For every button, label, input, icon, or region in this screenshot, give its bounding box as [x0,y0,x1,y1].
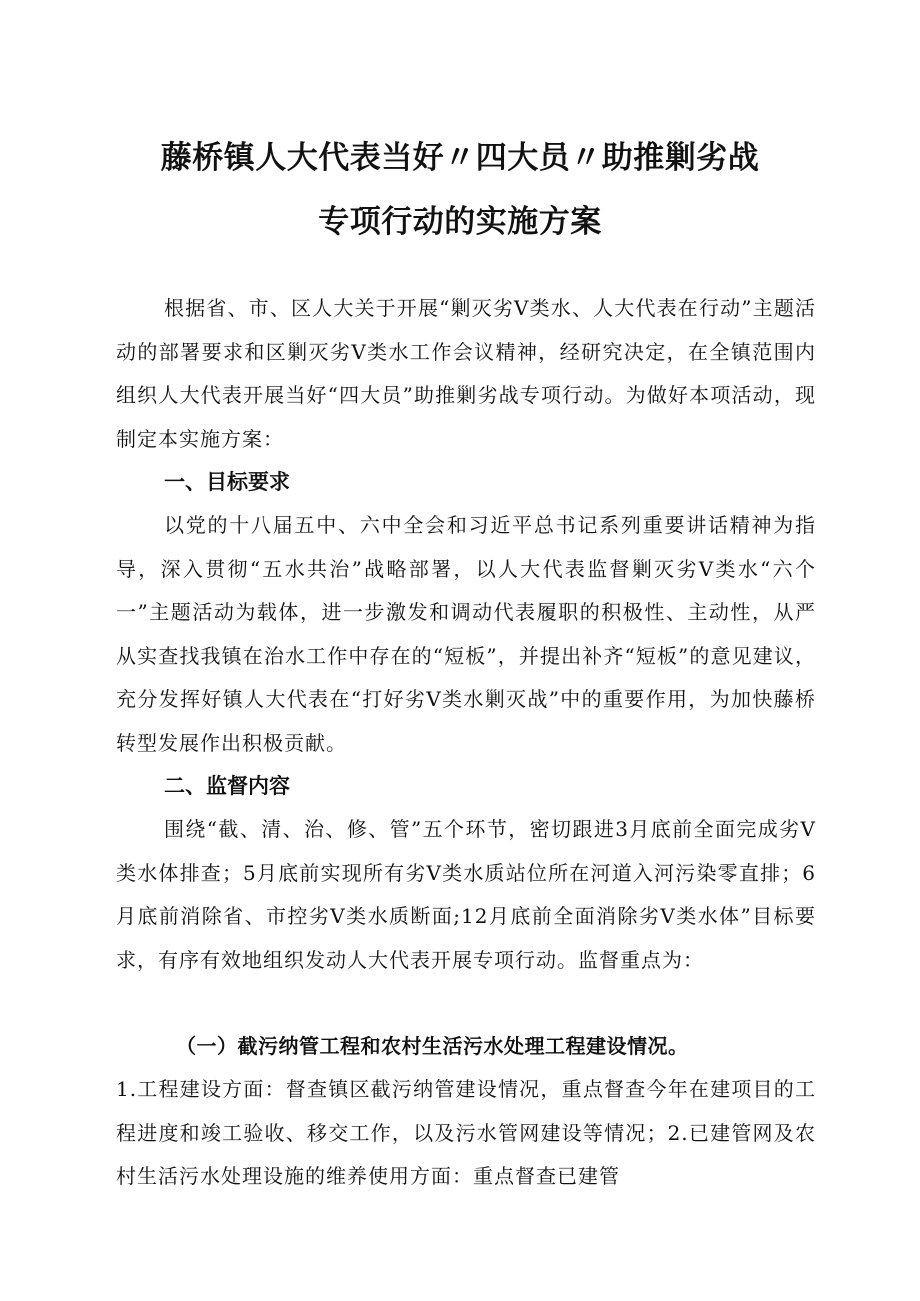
section-supervision-paragraph: 围绕“截、清、治、修、管”五个环节，密切跟进3月底前全面完成劣Ⅴ类水体排查；5月底前实现所有劣Ⅴ类水质站位所在河道入河污染零直排；6月底前消除省、市控劣Ⅴ类水质断面;12月底前全面消除劣Ⅴ类水体”目标要求，有序有效地组织发动人大代表开展专项行动。监督重点为： [116,817,816,972]
intro-paragraph: 根据省、市、区人大关于开展“剿灭劣Ⅴ类水、人大代表在行动”主题活动的部署要求和区剿灭劣Ⅴ类水工作会议精神，经研究决定，在全镇范围内组织人大代表开展当好“四大员”助推剿劣战专项行动。为做好本项活动，现制定本实施方案： [116,296,816,451]
document-title-line-1: 藤桥镇人大代表当好〃四大员〃助推剿劣战 [160,140,760,176]
section-heading-goals: 一、目标要求 [164,470,290,494]
document-title-line-2: 专项行动的实施方案 [318,204,602,240]
section-goals-paragraph: 以党的十八届五中、六中全会和习近平总书记系列重要讲话精神为指导，深入贯彻“五水共治”战略部署，以人大代表监督剿灭劣Ⅴ类水“六个一”主题活动为载体，进一步激发和调动代表履职的积极性、主动性，从严从实查找我镇在治水工作中存在的“短板”，并提出补齐“短板”的意见建议，充分发挥好镇人大代表在“打好劣Ⅴ类水剿灭战”中的重要作用，为加快藤桥转型发展作出积极贡献。 [116,513,816,755]
section-heading-supervision: 二、监督内容 [164,774,290,798]
subsection-heading-sewage: （一）截污纳管工程和农村生活污水处理工程建设情况。 [176,1034,689,1058]
subsection-sewage-paragraph: 1.工程建设方面：督查镇区截污纳管建设情况，重点督查今年在建项目的工程进度和竣工验收、移交工作，以及污水管网建设等情况；2.已建管网及农村生活污水处理设施的维养使用方面：重点督查已建管 [116,1077,816,1188]
